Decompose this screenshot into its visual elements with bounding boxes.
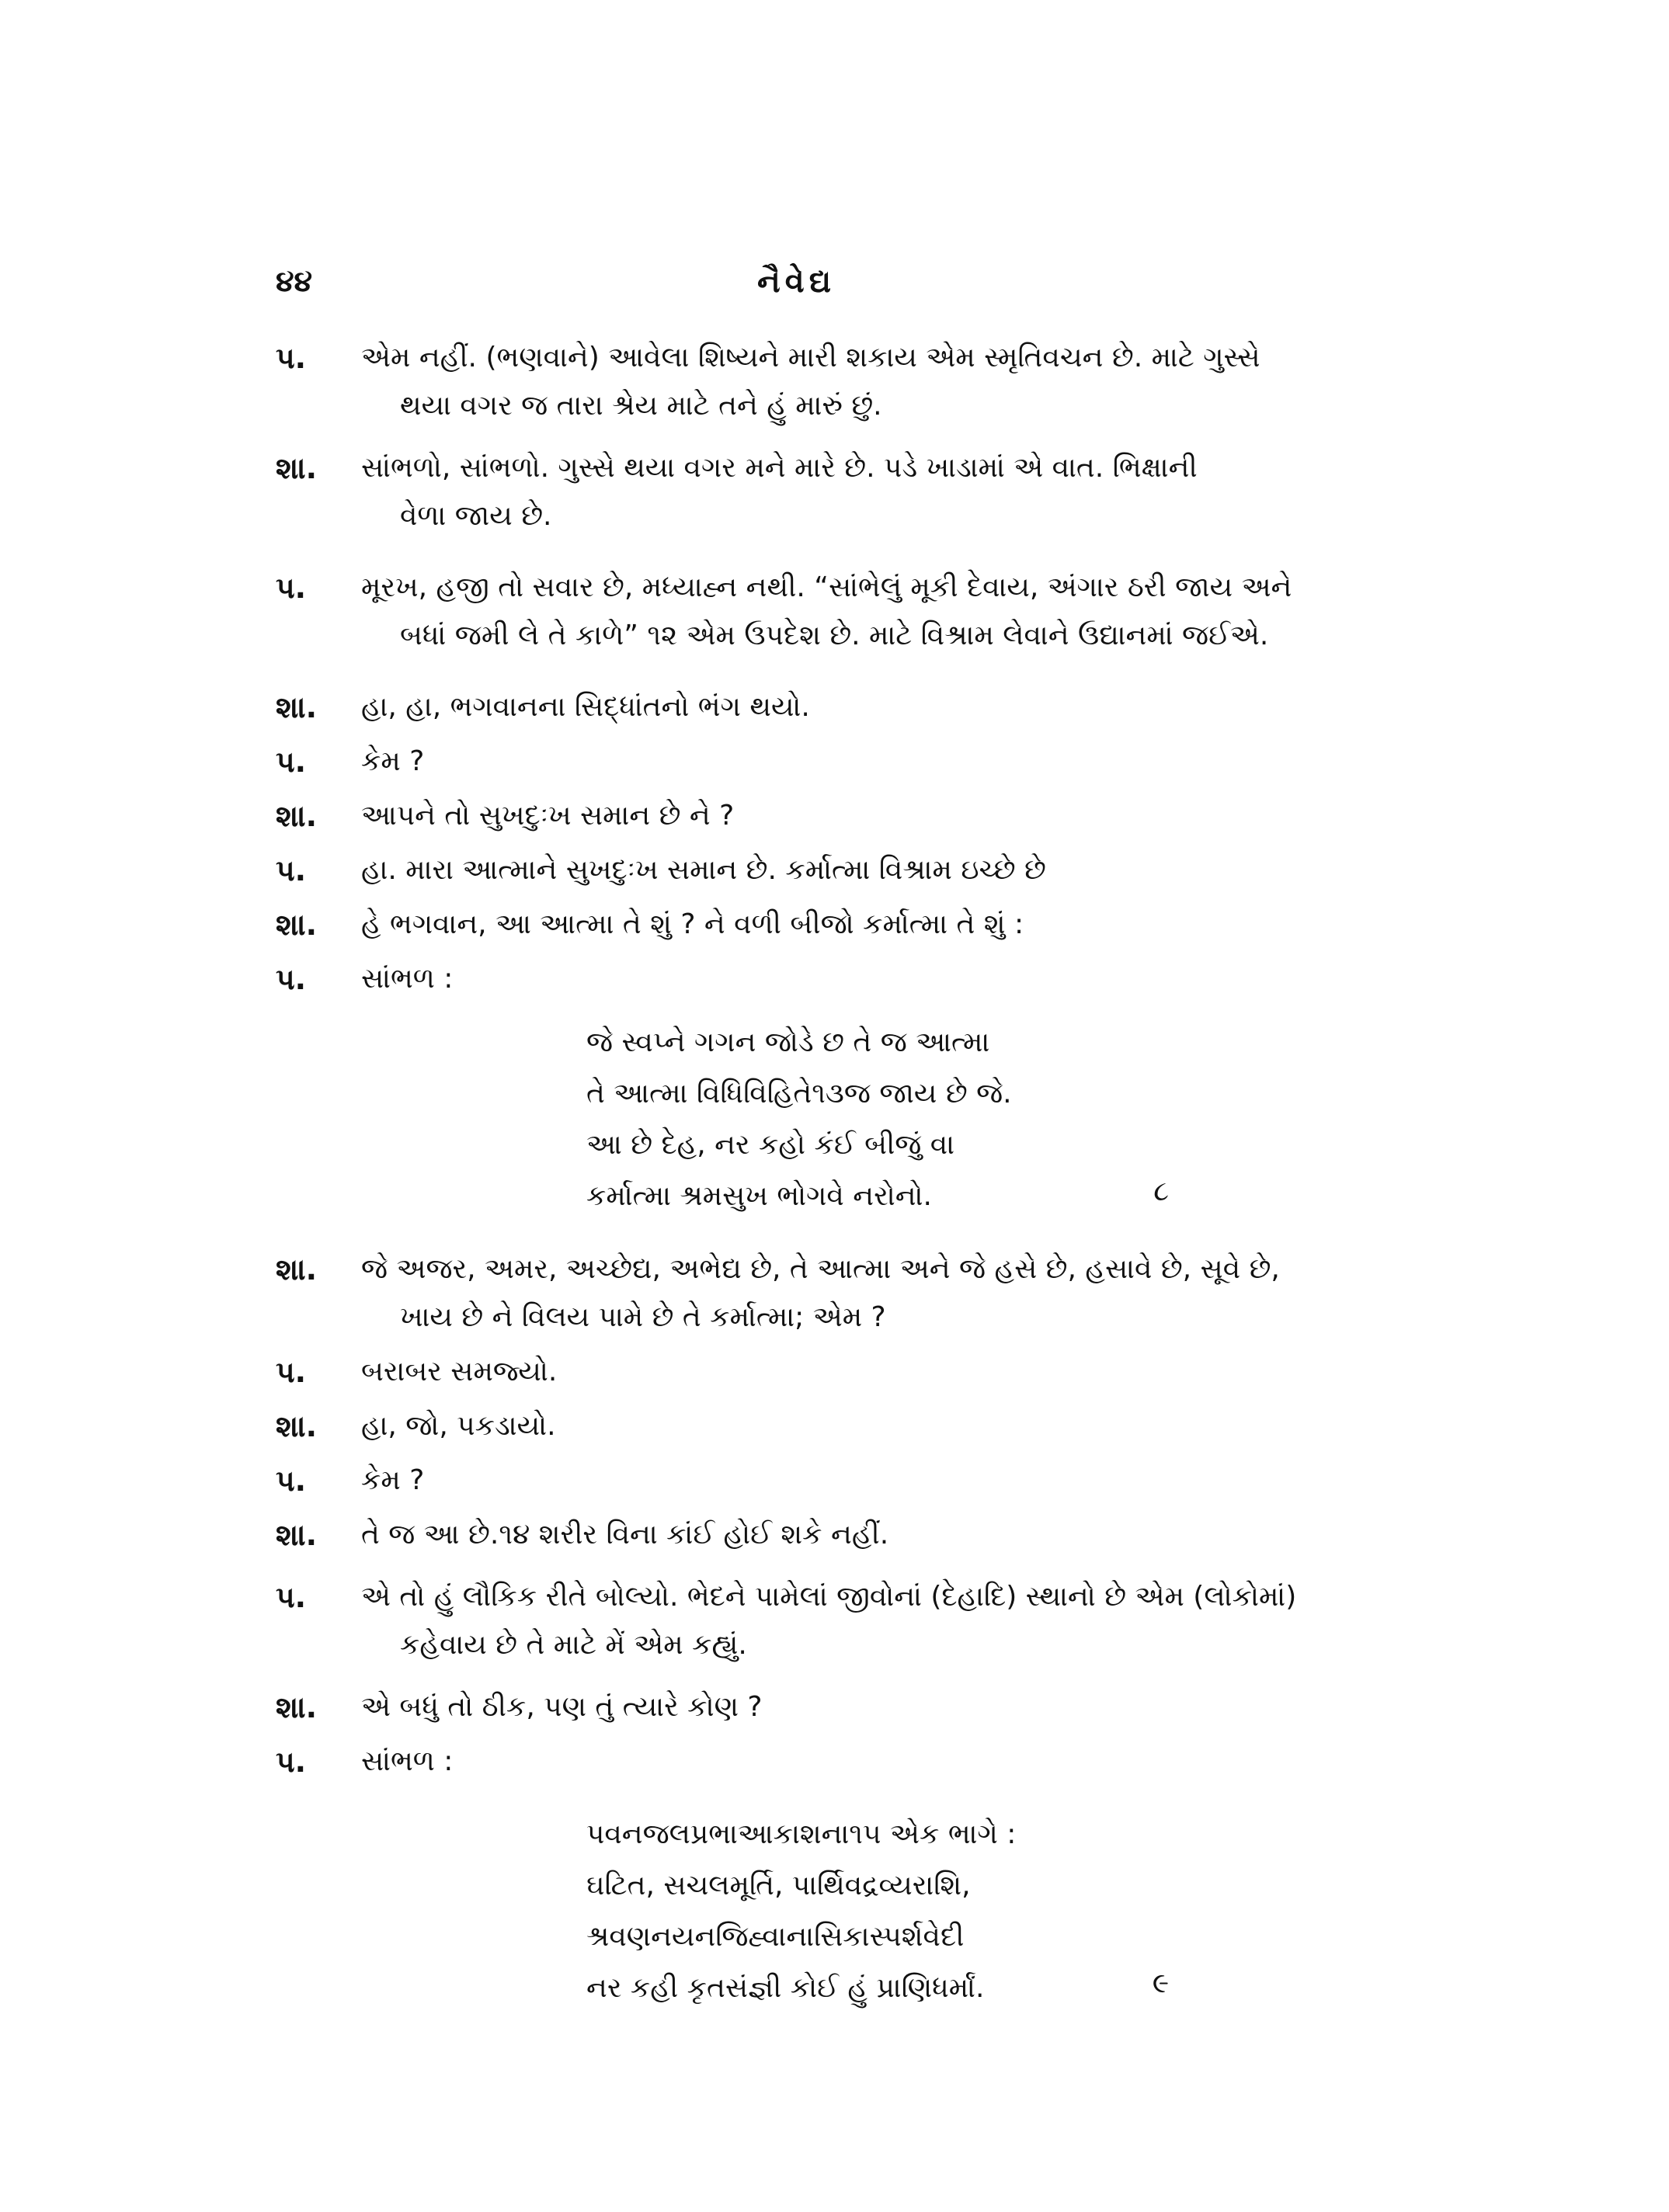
verse-line: જે સ્વપ્ને ગગન જોડે છ તે જ આત્મા [586, 1026, 990, 1058]
dialogue-line [276, 1402, 1394, 1450]
speech-text [361, 1511, 1394, 1559]
speaker-label: પ. [276, 1464, 307, 1498]
speech-line: સાંભળ : [361, 1745, 454, 1777]
speech-text [361, 846, 1394, 894]
speaker-label: પ. [276, 962, 307, 996]
dialogue-line [276, 334, 1394, 430]
speech-line: બરાબર સમજ્યો. [361, 1356, 558, 1387]
speech-text [361, 683, 1394, 731]
speaker-label: પ. [276, 1355, 307, 1389]
speech-line: સાંભળ : [361, 963, 454, 995]
speech-line: એ તો હું લૌકિક રીતે બોલ્યો. ભેદને પામેલાં જીવોનાં (દેહાદિ) સ્થાનો છે એમ (લોકોમાં) [361, 1581, 1297, 1613]
speaker-label: શા. [276, 908, 318, 942]
speaker-label: શા. [276, 1690, 318, 1724]
speaker-label: પ. [276, 1745, 307, 1779]
speaker-label: પ. [276, 853, 307, 887]
verse-line: આ છે દેહ, નર કહો કંઈ બીજું વા [586, 1129, 955, 1161]
speaker-label: શા. [276, 1252, 318, 1287]
body-text [276, 334, 1394, 2014]
speech-line: હા. મારા આત્માને સુખદુઃખ સમાન છે. કર્માત્મા વિશ્રામ ઇચ્છે છે [361, 854, 1046, 886]
dialogue-line [276, 846, 1394, 894]
speaker-label: શા. [276, 690, 318, 724]
speech-text [361, 334, 1394, 430]
speech-text [361, 564, 1394, 660]
dialogue-line [276, 1457, 1394, 1505]
speech-text [361, 955, 1394, 1003]
speech-line: હા, જો, પકડાયો. [361, 1410, 556, 1442]
speech-line: થયા વગર જ તારા શ્રેય માટે તને હું મારું છું. [400, 390, 882, 422]
page-number: ૪૪ [276, 264, 313, 298]
speech-line: કહેવાય છે તે માટે મેં એમ કહ્યું. [400, 1629, 747, 1661]
dialogue-line [276, 1348, 1394, 1396]
dialogue-line [276, 1683, 1394, 1731]
verse-line: ઘટિત, સચલમૂર્તિ, પાર્થિવદ્રવ્યરાશિ, [586, 1870, 971, 1901]
speaker-label: પ. [276, 571, 307, 605]
speech-line: કેમ ? [361, 1464, 425, 1496]
speech-text [361, 792, 1394, 840]
speech-line: જે અજર, અમર, અચ્છેદ્ય, અભેદ્ય છે, તે આત્મા અને જે હસે છે, હસાવે છે, સૂવે છે, [361, 1253, 1280, 1285]
speech-text [361, 1402, 1394, 1450]
speech-text [361, 1457, 1394, 1505]
speaker-label: પ. [276, 341, 307, 375]
verse-line: શ્રવણનયનજિહ્વાનાસિકાસ્પર્શવેદી [586, 1921, 965, 1953]
speaker-label: શા. [276, 1518, 318, 1552]
speech-line: એ બધું તો ઠીક, પણ તું ત્યારે કોણ ? [361, 1691, 763, 1723]
speech-line: મૂરખ, હજી તો સવાર છે, મધ્યાહ્ન નથી. “સાંભેલું મૂકી દેવાય, અંગાર ઠરી જાય અને [361, 571, 1292, 603]
speech-text [361, 738, 1394, 786]
dialogue-line [276, 444, 1394, 540]
dialogue-line [276, 1511, 1394, 1559]
speech-line: તે જ આ છે.૧૪ શરીર વિના કાંઈ હોઈ શકે નહીં. [361, 1519, 889, 1550]
dialogue-line [276, 955, 1394, 1003]
dialogue-line [276, 792, 1394, 840]
verse-line: તે આત્મા વિધિવિહિતે૧૩જ જાય છે જે. [586, 1078, 1012, 1109]
speech-text [361, 1348, 1394, 1396]
speech-text [361, 901, 1394, 949]
speaker-label: શા. [276, 799, 318, 833]
speaker-label: પ. [276, 745, 307, 779]
dialogue-line [276, 564, 1394, 660]
speech-line: એમ નહીં. (ભણવાને) આવેલા શિષ્યને મારી શકાય એમ સ્મૃતિવચન છે. માટે ગુસ્સે [361, 342, 1260, 373]
speech-line: કેમ ? [361, 745, 425, 777]
speech-text [361, 1683, 1394, 1731]
dialogue-line [276, 683, 1394, 731]
running-title: નૈવેદ્ય [757, 264, 836, 300]
verse-9 [586, 1809, 1231, 2014]
speech-line: હે ભગવાન, આ આત્મા તે શું ? ને વળી બીજો કર્માત્મા તે શું : [361, 908, 1024, 940]
speech-line: સાંભળો, સાંભળો. ગુસ્સે થયા વગર મને મારે છે. પડે ખાડામાં એ વાત. ભિક્ષાની [361, 452, 1198, 484]
speaker-label: શા. [276, 451, 318, 485]
page-header [276, 264, 1386, 311]
dialogue-line [276, 738, 1394, 786]
verse-line: કર્માત્મા શ્રમસુખ ભોગવે નરોનો. [586, 1180, 932, 1212]
dialogue-line [276, 901, 1394, 949]
dialogue-line [276, 1245, 1394, 1342]
speech-line: ખાય છે ને વિલય પામે છે તે કર્માત્મા; એમ ? [400, 1301, 886, 1333]
verse-line: પવનજલપ્રભાઆકાશના૧૫ એક ભાગે : [586, 1818, 1017, 1850]
speaker-label: શા. [276, 1409, 318, 1443]
speech-line: આપને તો સુખદુઃખ સમાન છે ને ? [361, 800, 735, 832]
verse-number: ૮ [1153, 1175, 1169, 1207]
speaker-label: પ. [276, 1580, 307, 1614]
verse-8 [586, 1017, 1231, 1222]
speech-text [361, 444, 1394, 540]
verse-line: નર કહી કૃતસંજ્ઞી કોઈ હું પ્રાણિધર્માં. [586, 1972, 985, 2004]
speech-text [361, 1738, 1394, 1786]
dialogue-line [276, 1738, 1394, 1786]
verse-number: ૯ [1152, 1967, 1169, 1999]
dialogue-line [276, 1573, 1394, 1669]
speech-line: હા, હા, ભગવાનના સિદ્ધાંતનો ભંગ થયો. [361, 691, 810, 723]
speech-text [361, 1245, 1394, 1342]
speech-line: વેળા જાય છે. [400, 500, 552, 532]
speech-line: બધાં જમી લે તે કાળે” ૧૨ એમ ઉપદેશ છે. માટે વિશ્રામ લેવાને ઉદ્યાનમાં જઈએ. [400, 620, 1269, 651]
speech-text [361, 1573, 1394, 1669]
